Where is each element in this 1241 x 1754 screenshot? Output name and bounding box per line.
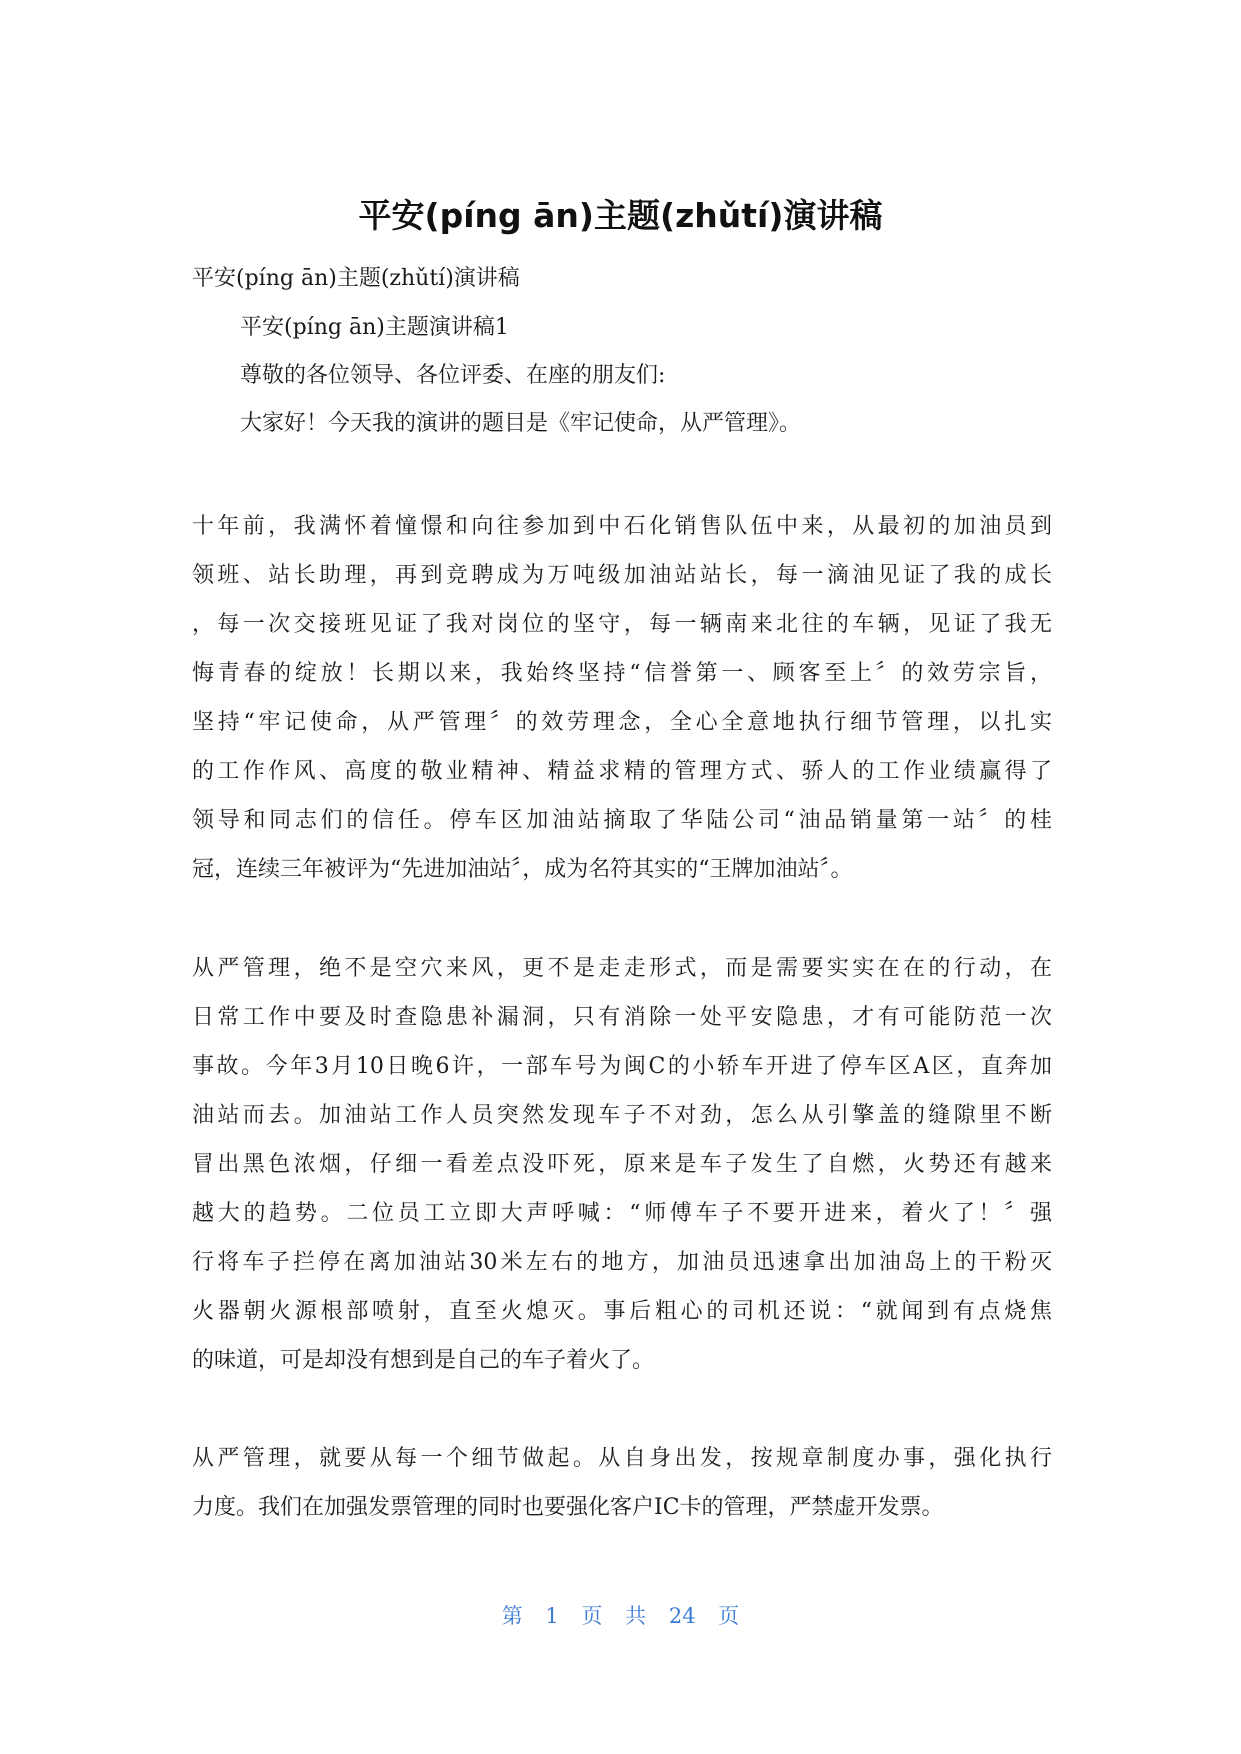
footer-total-pages: 24 <box>668 1604 696 1628</box>
paragraph-line: 火器朝火源根部喷射，直至火熄灭。事后粗心的司机还说：“就闻到有点烧焦 <box>192 1299 1052 1324</box>
footer-suffix: 页 <box>718 1604 740 1628</box>
paragraph-line: 越大的趋势。二位员工立即大声呼喊：“师傅车子不要开进来，着火了！〞强 <box>192 1201 1052 1226</box>
paragraph-line: 坚持“牢记使命，从严管理〞的效劳理念，全心全意地执行细节管理，以扎实 <box>192 710 1052 735</box>
paragraph-line: 领班、站长助理，再到竞聘成为万吨级加油站站长，每一滴油见证了我的成长 <box>192 563 1052 588</box>
footer-middle: 页 共 <box>581 1604 647 1628</box>
paragraph-line: 行将车子拦停在离加油站30米左右的地方，加油员迅速拿出加油岛上的干粉灭 <box>192 1250 1052 1275</box>
paragraph-line: 的工作作风、高度的敬业精神、精益求精的管理方式、骄人的工作业绩赢得了 <box>192 759 1052 784</box>
document-subtitle: 平安(píng ān)主题(zhǔtí)演讲稿 <box>192 266 520 291</box>
paragraph-line: 十年前，我满怀着憧憬和向往参加到中石化销售队伍中来，从最初的加油员到 <box>192 514 1052 539</box>
paragraph-line: 冠，连续三年被评为“先进加油站〞，成为名符其实的“王牌加油站〞。 <box>192 857 853 882</box>
paragraph-line: 日常工作中要及时查隐患补漏洞，只有消除一处平安隐患，才有可能防范一次 <box>192 1005 1052 1030</box>
page-footer <box>0 1602 1241 1630</box>
paragraph-line: 力度。我们在加强发票管理的同时也要强化客户IC卡的管理，严禁虚开发票。 <box>192 1495 944 1520</box>
paragraph-line: ，每一次交接班见证了我对岗位的坚守，每一辆南来北往的车辆，见证了我无 <box>192 612 1052 637</box>
footer-page-number: 1 <box>545 1604 559 1628</box>
footer-prefix: 第 <box>501 1604 523 1628</box>
paragraph-line: 悔青春的绽放！长期以来，我始终坚持“信誉第一、顾客至上〞的效劳宗旨， <box>192 661 1052 686</box>
paragraph-line: 的味道，可是却没有想到是自己的车子着火了。 <box>192 1348 655 1373</box>
paragraph-line: 冒出黑色浓烟，仔细一看差点没吓死，原来是车子发生了自燃，火势还有越来 <box>192 1152 1052 1177</box>
paragraph-line: 事故。今年3月10日晚6许，一部车号为闽C的小轿车开进了停车区A区，直奔加 <box>192 1054 1052 1079</box>
paragraph-line: 油站而去。加油站工作人员突然发现车子不对劲，怎么从引擎盖的缝隙里不断 <box>192 1103 1052 1128</box>
document-title: 平安(píng ān)主题(zhǔtí)演讲稿 <box>358 196 883 235</box>
paragraph-2 <box>192 944 1052 1385</box>
paragraph-line: 从严管理，就要从每一个细节做起。从自身出发，按规章制度办事，强化执行 <box>192 1446 1052 1471</box>
paragraph-line: 领导和同志们的信任。停车区加油站摘取了华陆公司“油品销量第一站〞的桂 <box>192 808 1052 833</box>
paragraph-line: 从严管理，绝不是空穴来风，更不是走走形式，而是需要实实在在的行动，在 <box>192 956 1052 981</box>
salutation: 尊敬的各位领导、各位评委、在座的朋友们: <box>240 363 666 388</box>
paragraph-3 <box>192 1434 1052 1532</box>
paragraph-1 <box>192 502 1052 894</box>
section-heading: 平安(píng ān)主题演讲稿1 <box>240 315 509 340</box>
opening-line: 大家好！今天我的演讲的题目是《牢记使命，从严管理》。 <box>240 411 802 436</box>
